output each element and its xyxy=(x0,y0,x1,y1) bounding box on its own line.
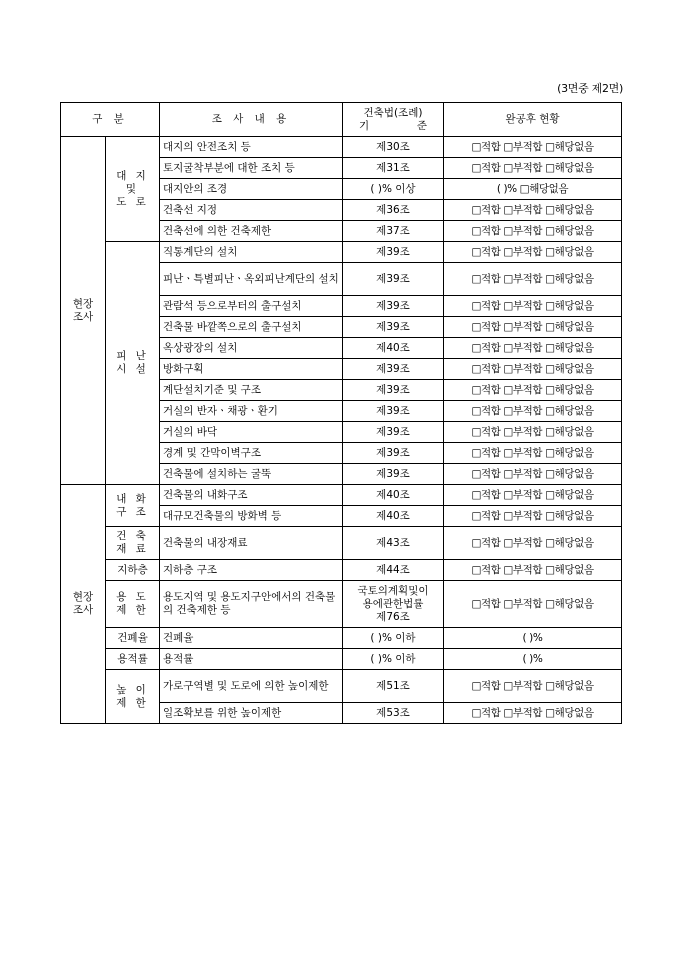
standard-cell: ( )% 이하 xyxy=(343,649,444,670)
item-cell: 대규모건축물의 방화벽 등 xyxy=(160,506,343,527)
item-cell: 대지안의 조경 xyxy=(160,179,343,200)
group-label: 대 지 및 도 로 xyxy=(106,137,160,242)
standard-cell: 제39조 xyxy=(343,242,444,263)
inspection-table xyxy=(60,102,622,724)
table-row xyxy=(61,242,622,263)
item-cell: 건축물의 내장재료 xyxy=(160,527,343,560)
header-status: 완공후 현황 xyxy=(444,103,622,137)
item-cell: 용도지역 및 용도지구안에서의 건축물의 건축제한 등 xyxy=(160,581,343,628)
table-row xyxy=(61,649,622,670)
standard-cell: ( )% 이하 xyxy=(343,628,444,649)
standard-cell: 제40조 xyxy=(343,485,444,506)
table-row xyxy=(61,560,622,581)
item-cell: 건축선에 의한 건축제한 xyxy=(160,221,343,242)
status-cell: □적합 □부적합 □해당없음 xyxy=(444,485,622,506)
status-cell: □적합 □부적합 □해당없음 xyxy=(444,263,622,296)
status-cell: □적합 □부적합 □해당없음 xyxy=(444,527,622,560)
item-cell: 거실의 바닥 xyxy=(160,422,343,443)
status-cell: □적합 □부적합 □해당없음 xyxy=(444,380,622,401)
group-label: 건폐율 xyxy=(106,628,160,649)
status-cell: □적합 □부적합 □해당없음 xyxy=(444,464,622,485)
item-cell: 가로구역별 및 도로에 의한 높이제한 xyxy=(160,670,343,703)
status-cell: □적합 □부적합 □해당없음 xyxy=(444,560,622,581)
status-cell: ( )% xyxy=(444,649,622,670)
status-cell: □적합 □부적합 □해당없음 xyxy=(444,401,622,422)
standard-cell: 제37조 xyxy=(343,221,444,242)
standard-cell: 제39조 xyxy=(343,443,444,464)
group-label: 용적률 xyxy=(106,649,160,670)
item-cell: 직통계단의 설치 xyxy=(160,242,343,263)
item-cell: 관람석 등으로부터의 출구설치 xyxy=(160,296,343,317)
group-label: 피 난 시 설 xyxy=(106,242,160,485)
header-content: 조 사 내 용 xyxy=(160,103,343,137)
standard-cell: 제39조 xyxy=(343,464,444,485)
table-row xyxy=(61,628,622,649)
standard-cell: 제36조 xyxy=(343,200,444,221)
standard-cell: 제39조 xyxy=(343,359,444,380)
item-cell: 지하층 구조 xyxy=(160,560,343,581)
group-label: 지하층 xyxy=(106,560,160,581)
item-cell: 건축물의 내화구조 xyxy=(160,485,343,506)
item-cell: 거실의 반자ㆍ채광ㆍ환기 xyxy=(160,401,343,422)
item-cell: 건축물에 설치하는 굴뚝 xyxy=(160,464,343,485)
status-cell: □적합 □부적합 □해당없음 xyxy=(444,221,622,242)
item-cell: 용적률 xyxy=(160,649,343,670)
item-cell: 건축선 지정 xyxy=(160,200,343,221)
page-number: (3면중 제2면) xyxy=(557,82,623,95)
standard-cell: 제51조 xyxy=(343,670,444,703)
status-cell: □적합 □부적합 □해당없음 xyxy=(444,296,622,317)
standard-cell: ( )% 이상 xyxy=(343,179,444,200)
status-cell: □적합 □부적합 □해당없음 xyxy=(444,670,622,703)
item-cell: 옥상광장의 설치 xyxy=(160,338,343,359)
item-cell: 대지의 안전조치 등 xyxy=(160,137,343,158)
item-cell: 건폐율 xyxy=(160,628,343,649)
standard-cell: 제40조 xyxy=(343,506,444,527)
section-label: 현장 조사 xyxy=(61,485,106,724)
group-label: 내 화 구 조 xyxy=(106,485,160,527)
status-cell: □적합 □부적합 □해당없음 xyxy=(444,317,622,338)
status-cell: ( )% □해당없음 xyxy=(444,179,622,200)
item-cell: 피난ㆍ특별피난ㆍ옥외피난계단의 설치 xyxy=(160,263,343,296)
status-cell: □적합 □부적합 □해당없음 xyxy=(444,359,622,380)
table-row xyxy=(61,670,622,703)
status-cell: □적합 □부적합 □해당없음 xyxy=(444,338,622,359)
standard-cell: 제39조 xyxy=(343,422,444,443)
status-cell: □적합 □부적합 □해당없음 xyxy=(444,506,622,527)
group-label: 용 도 제 한 xyxy=(106,581,160,628)
section-label: 현장 조사 xyxy=(61,137,106,485)
standard-cell: 제31조 xyxy=(343,158,444,179)
standard-cell: 제43조 xyxy=(343,527,444,560)
standard-cell: 제39조 xyxy=(343,263,444,296)
header-standard: 건축법(조례) 기 준 xyxy=(343,103,444,137)
item-cell: 건축물 바깥쪽으로의 출구설치 xyxy=(160,317,343,338)
group-label: 높 이 제 한 xyxy=(106,670,160,724)
item-cell: 방화구획 xyxy=(160,359,343,380)
table-header xyxy=(61,103,622,137)
item-cell: 경계 및 간막이벽구조 xyxy=(160,443,343,464)
standard-cell: 제40조 xyxy=(343,338,444,359)
status-cell: □적합 □부적합 □해당없음 xyxy=(444,137,622,158)
status-cell: □적합 □부적합 □해당없음 xyxy=(444,200,622,221)
item-cell: 일조확보를 위한 높이제한 xyxy=(160,703,343,724)
status-cell: □적합 □부적합 □해당없음 xyxy=(444,422,622,443)
status-cell: □적합 □부적합 □해당없음 xyxy=(444,242,622,263)
standard-cell: 제30조 xyxy=(343,137,444,158)
table-row xyxy=(61,527,622,560)
table-row xyxy=(61,485,622,506)
standard-cell: 제39조 xyxy=(343,317,444,338)
standard-cell: 국토의계획및이 용에관한법률 제76조 xyxy=(343,581,444,628)
item-cell: 계단설치기준 및 구조 xyxy=(160,380,343,401)
standard-cell: 제39조 xyxy=(343,380,444,401)
status-cell: ( )% xyxy=(444,628,622,649)
status-cell: □적합 □부적합 □해당없음 xyxy=(444,703,622,724)
standard-cell: 제39조 xyxy=(343,296,444,317)
status-cell: □적합 □부적합 □해당없음 xyxy=(444,158,622,179)
item-cell: 토지굴착부분에 대한 조치 등 xyxy=(160,158,343,179)
status-cell: □적합 □부적합 □해당없음 xyxy=(444,581,622,628)
standard-cell: 제44조 xyxy=(343,560,444,581)
table-row xyxy=(61,581,622,628)
group-label: 건 축 재 료 xyxy=(106,527,160,560)
table-row xyxy=(61,137,622,158)
standard-cell: 제39조 xyxy=(343,401,444,422)
table-body xyxy=(61,137,622,724)
status-cell: □적합 □부적합 □해당없음 xyxy=(444,443,622,464)
header-division: 구 분 xyxy=(61,103,160,137)
standard-cell: 제53조 xyxy=(343,703,444,724)
